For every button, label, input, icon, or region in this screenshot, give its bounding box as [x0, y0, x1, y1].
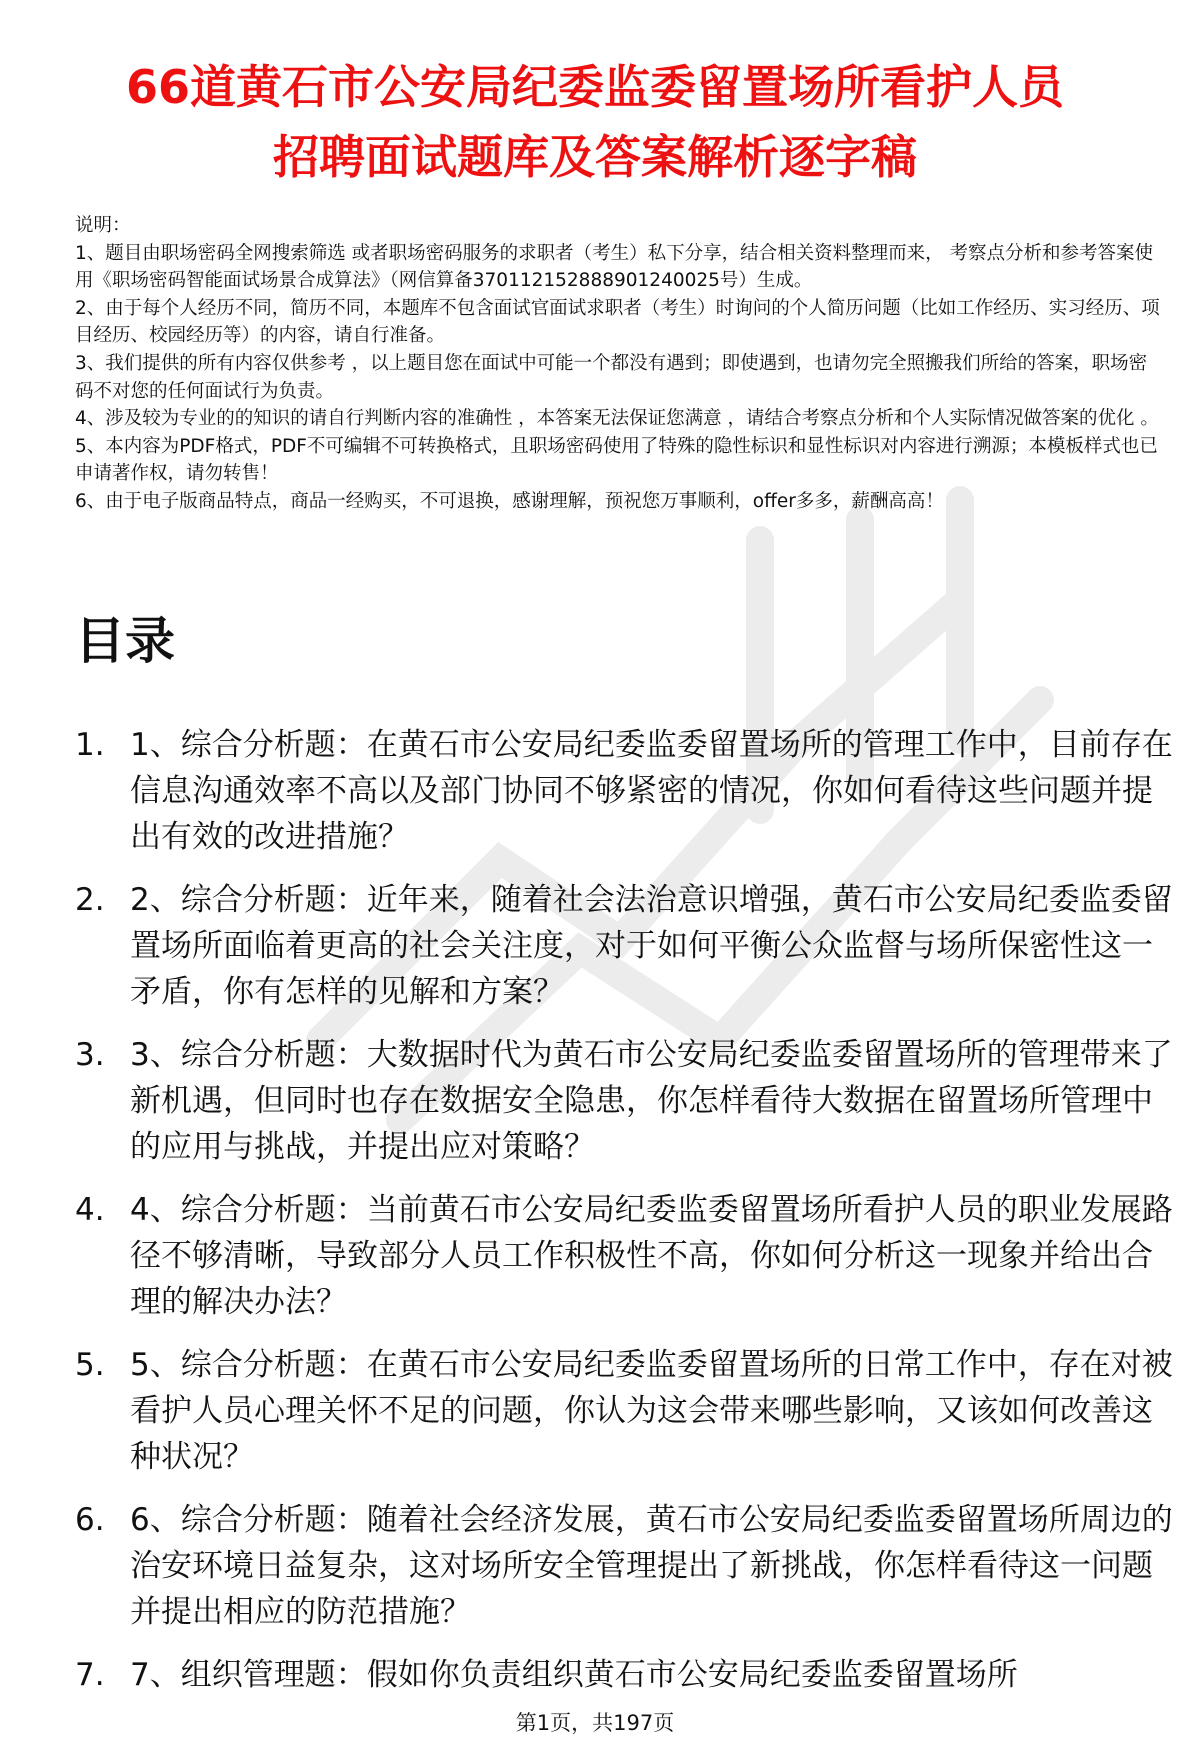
- toc-item-number: 4.: [75, 1192, 105, 1228]
- toc-item-text: 5、综合分析题：在黄石市公安局纪委监委留置场所的日常工作中，存在对被看护人员心理关怀不足的问题，你认为这会带来哪些影响，又该如何改善这种状况？: [130, 1347, 1173, 1475]
- title-line-1: 66道黄石市公安局纪委监委留置场所看护人员: [125, 60, 1064, 114]
- toc-item-number: 7.: [75, 1657, 105, 1693]
- page-footer: 第1页，共197页: [515, 1711, 675, 1735]
- document-title: [60, 52, 1130, 192]
- toc-heading: 目录: [75, 612, 175, 670]
- toc-item-text: 4、综合分析题：当前黄石市公安局纪委监委留置场所看护人员的职业发展路径不够清晰，导致部分人员工作积极性不高，你如何分析这一现象并给出合理的解决办法？: [130, 1192, 1173, 1320]
- note-item-5: 5、本内容为PDF格式，PDF不可编辑不可转换格式，且职场密码使用了特殊的隐性标识和显性标识对内容进行溯源；本模板样式也已申请著作权，请勿转售！: [75, 435, 1158, 485]
- toc-item-3[interactable]: [75, 1032, 1175, 1170]
- note-item-4: 4、涉及较为专业的的知识的请自行判断内容的准确性 ，本答案无法保证您满意 ，请结合考察点分析和个人实际情况做答案的优化 。: [75, 408, 1159, 430]
- toc-item-text: 1、综合分析题：在黄石市公安局纪委监委留置场所的管理工作中，目前存在信息沟通效率不高以及部门协同不够紧密的情况，你如何看待这些问题并提出有效的改进措施？: [130, 727, 1173, 855]
- toc-item-number: 6.: [75, 1502, 105, 1538]
- toc-item-number: 2.: [75, 882, 105, 918]
- toc-item-7[interactable]: [75, 1652, 1175, 1698]
- toc-item-number: 3.: [75, 1037, 105, 1073]
- toc-item-5[interactable]: [75, 1342, 1175, 1480]
- table-of-contents: [75, 722, 1175, 1715]
- note-item-3: 3、我们提供的所有内容仅供参考 ，以上题目您在面试中可能一个都没有遇到；即使遇到，也请勿完全照搬我们所给的答案，职场密码不对您的任何面试行为负责。: [75, 352, 1148, 402]
- note-item-1: 1、题目由职场密码全网搜索筛选 或者职场密码服务的求职者（考生）私下分享，结合相关资料整理而来， 考察点分析和参考答案使用《职场密码智能面试场景合成算法》（网信算备370112152888901240025号）生成。: [75, 242, 1154, 292]
- toc-item-number: 1.: [75, 727, 105, 763]
- toc-item-6[interactable]: [75, 1497, 1175, 1635]
- note-item-2: 2、由于每个人经历不同，简历不同，本题库不包含面试官面试求职者（考生）时询问的个人简历问题（比如工作经历、实习经历、项目经历、校园经历等）的内容，请自行准备。: [75, 297, 1160, 347]
- toc-item-2[interactable]: [75, 877, 1175, 1015]
- toc-item-1[interactable]: [75, 722, 1175, 860]
- toc-item-text: 3、综合分析题：大数据时代为黄石市公安局纪委监委留置场所的管理带来了新机遇，但同时也存在数据安全隐患，你怎样看待大数据在留置场所管理中的应用与挑战，并提出应对策略？: [130, 1037, 1173, 1165]
- toc-item-number: 5.: [75, 1347, 105, 1383]
- toc-item-text: 7、组织管理题：假如你负责组织黄石市公安局纪委监委留置场所: [130, 1657, 1018, 1693]
- toc-item-text: 2、综合分析题：近年来，随着社会法治意识增强，黄石市公安局纪委监委留置场所面临着更高的社会关注度，对于如何平衡公众监督与场所保密性这一矛盾，你有怎样的见解和方案？: [130, 882, 1173, 1010]
- title-line-2: 招聘面试题库及答案解析逐字稿: [273, 130, 917, 184]
- disclaimer-notes: [75, 212, 1165, 516]
- note-item-6: 6、由于电子版商品特点，商品一经购买，不可退换，感谢理解，预祝您万事顺利，offer多多，薪酬高高！: [75, 490, 944, 512]
- notes-heading: 说明：: [75, 215, 131, 236]
- toc-item-4[interactable]: [75, 1187, 1175, 1325]
- toc-item-text: 6、综合分析题：随着社会经济发展，黄石市公安局纪委监委留置场所周边的治安环境日益复杂，这对场所安全管理提出了新挑战，你怎样看待这一问题并提出相应的防范措施？: [130, 1502, 1173, 1630]
